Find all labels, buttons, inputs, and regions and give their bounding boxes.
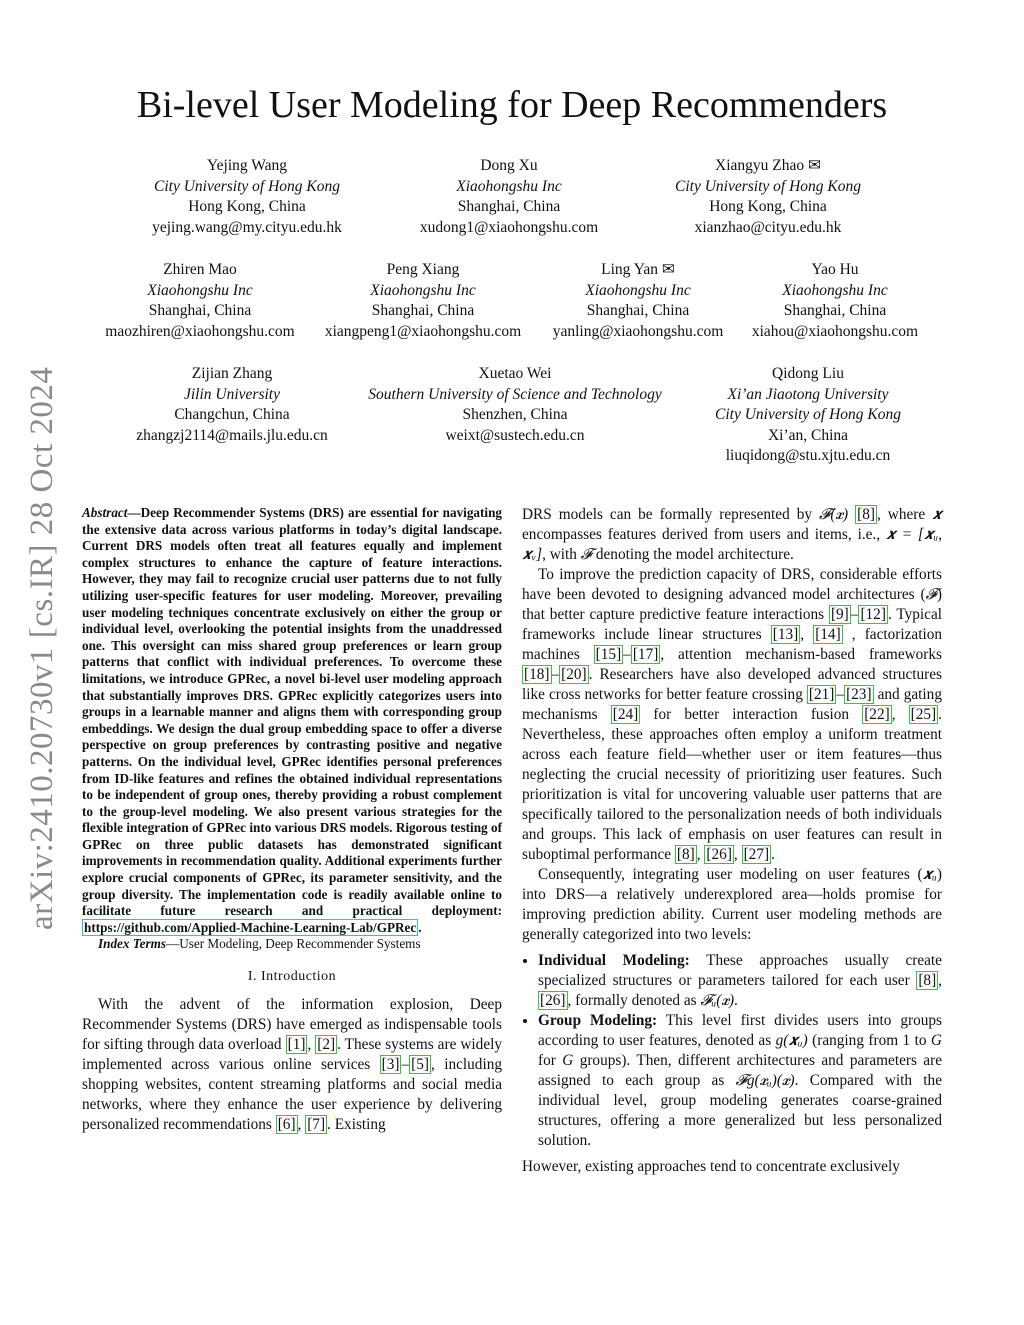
section-heading: I. Introduction bbox=[247, 969, 337, 985]
citation[interactable]: [8] bbox=[918, 972, 937, 989]
author-email: xudong1@xiaohongshu.com bbox=[419, 218, 599, 236]
author-block bbox=[100, 260, 300, 342]
body-paragraph: To improve the prediction capacity of DRS, considerable efforts have been devoted to designing advanced model architectures (𝓕) that better capture predictive feature interactions [9] – [12] . Typical frameworks include linear structures [13] , [14] , factorization machines [15] – [17] , attention mechanism-based frameworks [18] – [20] . Researchers have also developed advanced structures like cross networks for better feature crossing [21] – [23] and gating mechanisms [24] for better interaction fusion [22] , [25] . Nevertheless, these approaches often employ a uniform treatment across each feature field—whether user or item features—thus neglecting the crucial necessity of prioritizing user features. Such prioritization is vital for uncovering valuable user patterns that are specifically tailored to the personalization needs of both individuals and groups. This lack of emphasis on user features can result in suboptimal performance [8] , [26] , [27] . bbox=[522, 566, 943, 863]
math: 𝓕 bbox=[580, 546, 593, 563]
citation[interactable]: [26] bbox=[706, 846, 732, 863]
author-affiliation: Xi’an Jiaotong University bbox=[727, 385, 889, 403]
citation[interactable]: [20] bbox=[561, 666, 587, 683]
abstract-body: —Deep Recommender Systems (DRS) are essential for navigating the extensive data across various platforms in today’s digital landscape. Current DRS models often treat all features equally and implement complex structures to enhance the capture of feature interactions. However, they may fail to recognize crucial user patterns due to not fully utilizing user-specific features for user modeling. Moreover, prevailing user modeling techniques concentrate exclusively on either the group or individual level, overlooking the potential insights from the unaddressed one. This oversight can miss shared group preferences or learn group patterns that conflict with individual preferences. To overcome these limitations, we introduce GPRec, a novel bi-level user modeling approach that substantially improves DRS. GPRec explicitly categorizes users into groups in a learnable manner and aligns them with corresponding group embeddings. We design the dual group embedding space to offer a diverse perspective on group preferences by contrasting positive and negative patterns. On the individual level, GPRec identifies personal preferences from ID-like features and refines the obtained individual representations to be independent of group ones, thereby providing a robust complement to the group-level modeling. We also present various strategies for the flexible integration of GPRec into various DRS models. Rigorous testing of GPRec on three public datasets has demonstrated significant improvements in recommendation quality. Additional experiments further explore crucial components of GPRec, its parameter sensitivity, and the group diversity. The implementation code is readily available online to facilitate future research and practical deployment: bbox=[82, 505, 502, 919]
citation[interactable]: [6] bbox=[277, 1116, 296, 1134]
author-affiliation: Xiaohongshu Inc bbox=[456, 177, 562, 195]
author-name: Xuetao Wei bbox=[478, 365, 552, 382]
author-location: Hong Kong, China bbox=[188, 198, 306, 216]
author-block bbox=[668, 156, 868, 238]
citation[interactable]: [18] bbox=[524, 666, 550, 683]
author-block bbox=[409, 156, 609, 238]
author-name: Zijian Zhang bbox=[191, 365, 273, 382]
author-affiliation-second: City University of Hong Kong bbox=[715, 406, 901, 424]
author-affiliation: Xiaohongshu Inc bbox=[147, 281, 253, 299]
author-block bbox=[538, 260, 738, 342]
author-email: xianzhao@cityu.edu.hk bbox=[694, 218, 842, 236]
math: 𝒙 bbox=[932, 506, 943, 523]
author-block bbox=[321, 260, 525, 342]
author-name: Yejing Wang bbox=[207, 157, 287, 174]
author-affiliation: Xiaohongshu Inc bbox=[782, 281, 888, 299]
author-name: Xiangyu Zhao ✉ bbox=[715, 157, 821, 174]
author-name: Qidong Liu bbox=[772, 365, 844, 382]
citation[interactable]: [8] bbox=[676, 846, 695, 863]
math: G bbox=[930, 1032, 942, 1049]
author-affiliation: Xiaohongshu Inc bbox=[585, 281, 691, 299]
math: 𝒙ᵤ bbox=[922, 866, 937, 883]
author-location: Shanghai, China bbox=[457, 198, 561, 216]
citation[interactable]: [13] bbox=[772, 626, 799, 643]
citation[interactable]: [15] bbox=[595, 646, 622, 663]
arxiv-identifier: arXiv:2410.20730v1 [cs.IR] 28 Oct 2024 bbox=[24, 366, 60, 930]
author-affiliation: Jilin University bbox=[184, 385, 280, 403]
math: 𝓕g(𝒙ᵤ)(𝒙) bbox=[735, 1072, 795, 1089]
abstract-label: Abstract bbox=[82, 505, 128, 520]
author-block bbox=[355, 364, 675, 446]
author-email: xiangpeng1@xiaohongshu.com bbox=[324, 322, 522, 340]
citation[interactable]: [21] bbox=[808, 686, 835, 703]
citation[interactable]: [17] bbox=[632, 646, 659, 663]
intro-paragraph: With the advent of the information explosion, Deep Recommender Systems (DRS) have emerged as indispensable tools for sifting through data overload [1] , [2] . These systems are widely implemented across various online services [3] – [5] , including shopping websites, content streaming platforms and social media networks, where they enhance the user experience by delivering personalized recommendations [6] , [7] . Existing bbox=[82, 996, 503, 1134]
author-email: xiahou@xiaohongshu.com bbox=[751, 322, 919, 340]
author-location: Shanghai, China bbox=[148, 302, 252, 320]
index-terms-label: Index Terms bbox=[98, 936, 167, 952]
citation[interactable]: [27] bbox=[743, 846, 770, 863]
math: 𝒙 = [𝒙ᵤ, 𝒙ᵥ] bbox=[522, 526, 942, 563]
author-block bbox=[735, 260, 935, 342]
author-affiliation: City University of Hong Kong bbox=[675, 177, 861, 195]
citation[interactable]: [2] bbox=[317, 1036, 336, 1054]
index-terms bbox=[82, 936, 502, 953]
code-link[interactable]: https://github.com/Applied-Machine-Learning-Lab/GPRec bbox=[84, 919, 417, 935]
citation[interactable]: [26] bbox=[540, 992, 566, 1009]
author-location: Xi’an, China bbox=[767, 426, 849, 444]
math: G bbox=[562, 1052, 574, 1069]
author-affiliation: City University of Hong Kong bbox=[154, 177, 340, 195]
author-block bbox=[147, 156, 347, 238]
citation[interactable]: [8] bbox=[857, 506, 875, 523]
author-name: Yao Hu bbox=[811, 261, 859, 278]
math: 𝓕(𝒙) bbox=[819, 506, 849, 523]
list-item: • Group Modeling: This level first divides users into groups according to user features, denoted as g(𝒙ᵤ) (ranging from 1 to G for G groups). Then, different architectures and parameters are assigned to each group as 𝓕g(𝒙ᵤ)(𝒙). Compared with the individual level, group modeling generates coarse-grained structures, offering a more generalized but less personalized solution. bbox=[538, 1011, 942, 1151]
author-block bbox=[708, 364, 908, 467]
author-location: Shanghai, China bbox=[783, 302, 887, 320]
math: g(𝒙ᵤ) bbox=[775, 1032, 808, 1049]
citation[interactable]: [12] bbox=[860, 606, 886, 623]
list-item: • Individual Modeling: These approaches usually create specialized structures or parameters tailored for each user [8] , [26] , formally denoted as 𝓕ᵤ(𝒙). bbox=[538, 951, 942, 1011]
author-email: weixt@sustech.edu.cn bbox=[445, 426, 585, 444]
math: 𝓕ᵤ(𝒙) bbox=[700, 992, 735, 1009]
author-email: maozhiren@xiaohongshu.com bbox=[105, 322, 295, 340]
author-name: Ling Yan ✉ bbox=[601, 261, 675, 278]
author-name: Zhiren Mao bbox=[163, 261, 237, 278]
author-email: yejing.wang@my.cityu.edu.hk bbox=[152, 218, 342, 236]
author-location: Shenzhen, China bbox=[462, 406, 568, 424]
right-column bbox=[522, 505, 942, 1177]
modeling-levels-list bbox=[522, 951, 942, 1151]
body-paragraph: DRS models can be formally represented by 𝓕(𝒙) [8] , where 𝒙 encompasses features derived from users and items, i.e., 𝒙 = [𝒙ᵤ, 𝒙ᵥ], with 𝓕 denoting the model architecture. bbox=[522, 506, 943, 563]
author-location: Changchun, China bbox=[174, 406, 290, 424]
citation[interactable]: [25] bbox=[910, 706, 937, 723]
abstract: Abstract—Deep Recommender Systems (DRS) are essential for navigating the extensive data across various platforms in today’s digital landscape. Current DRS models often treat all features equally and implement complex structures to enhance the capture of feature interactions. However, they may fail to recognize crucial user patterns due to not fully utilizing user-specific features for user modeling. Moreover, prevailing user modeling techniques concentrate exclusively on either the group or individual level, overlooking the potential insights from the unaddressed one. This oversight can miss shared group preferences or learn group patterns that conflict with individual preferences. To overcome these limitations, we introduce GPRec, a novel bi-level user modeling approach that substantially improves DRS. GPRec explicitly categorizes users into groups in a learnable manner and aligns them with corresponding group embeddings. We design the dual group embedding space to offer a diverse perspective on group preferences by contrasting positive and negative patterns. On the individual level, GPRec identifies personal preferences from ID-like features and refines the obtained individual representations to be independent of group ones, thereby providing a robust complement to the group-level modeling. We also present various strategies for the flexible integration of GPRec into various DRS models. Rigorous testing of GPRec on three public datasets has demonstrated significant improvements in recommendation quality. Additional experiments further explore crucial components of GPRec, its parameter sensitivity, and the group diversity. The implementation code is readily available online to facilitate future research and practical deployment: https://github.com/Applied-Machine-Learning-Lab/GPRec . bbox=[82, 505, 502, 935]
author-affiliation: Xiaohongshu Inc bbox=[370, 281, 476, 299]
body-paragraph: Consequently, integrating user modeling on user features (𝒙ᵤ) into DRS—a relatively underexplored area—holds promise for improving prediction ability. Current user modeling methods are generally categorized into two levels: bbox=[522, 866, 942, 943]
paper-title: Bi-level User Modeling for Deep Recommenders bbox=[136, 84, 888, 126]
citation[interactable]: [7] bbox=[307, 1116, 326, 1134]
author-email: zhangzj2114@mails.jlu.edu.cn bbox=[136, 426, 328, 444]
author-name: Peng Xiang bbox=[386, 261, 460, 278]
author-affiliation: Southern University of Science and Technology bbox=[368, 385, 662, 403]
citation[interactable]: [14] bbox=[815, 626, 841, 643]
author-block bbox=[132, 364, 332, 446]
author-email: yanling@xiaohongshu.com bbox=[552, 322, 724, 340]
citation[interactable]: [24] bbox=[612, 706, 639, 723]
citation[interactable]: [3] bbox=[381, 1056, 400, 1074]
author-location: Shanghai, China bbox=[371, 302, 475, 320]
citation[interactable]: [22] bbox=[864, 706, 890, 723]
author-location: Shanghai, China bbox=[586, 302, 690, 320]
author-email: liuqidong@stu.xjtu.edu.cn bbox=[725, 447, 891, 465]
citation[interactable]: [1] bbox=[287, 1036, 306, 1054]
index-terms-body: —User Modeling, Deep Recommender Systems bbox=[166, 936, 421, 952]
citation[interactable]: [9] bbox=[830, 606, 849, 623]
author-name: Dong Xu bbox=[480, 157, 538, 174]
left-column bbox=[82, 505, 502, 1135]
author-location: Hong Kong, China bbox=[709, 198, 827, 216]
body-paragraph: However, existing approaches tend to concentrate exclusively bbox=[522, 1158, 900, 1175]
citation[interactable]: [5] bbox=[411, 1056, 429, 1074]
math: 𝓕 bbox=[925, 586, 937, 603]
citation[interactable]: [23] bbox=[846, 686, 872, 703]
